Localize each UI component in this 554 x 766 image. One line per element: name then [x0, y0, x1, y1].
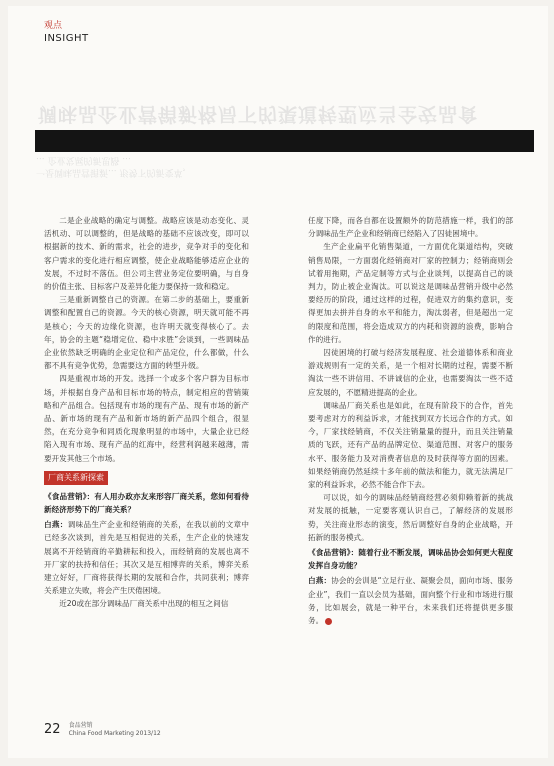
show-through-subtitle: 一是调味品营销新... 形势下的新变革， ... 企业发展的新思路 ...: [36, 155, 192, 177]
footer-magazine-en: China Food Marketing 2013/12: [68, 730, 161, 737]
magazine-page: [8, 6, 548, 758]
answer-speaker: 白燕：: [308, 576, 332, 586]
paragraph: 调味品厂商关系也是如此，在现有阶段下的合作，首先要考虑对方的利益诉求，才能找到双方长远合作的方式。如今，厂家找经销商，不仅关注销量量的提升，而且关注销量质的飞跃，还有产品的品牌定位、渠道范围、对客户的服务水平、服务能力及对消费者信息的及时获得等方面的因素。如果经销商仍然延续十多年前的做法和能力，就无法满足厂家的利益诉求，必然不能合作下去。: [308, 400, 513, 490]
right-column: [308, 214, 513, 627]
interview-answer: [308, 574, 513, 627]
left-column: [44, 214, 249, 611]
paragraph: 囚徒困境的打破与经济发展程度、社会道德体系和商业游戏规则有一定的关系，是一个相对长期的过程，需要不断淘汰一些不讲信用、不讲诚信的企业，也需要淘汰一些不适应发展的，不愿精进提高的企业。: [308, 348, 513, 397]
show-through-title: 调味品企业营销新格局下的渠道转型应当全安品食: [38, 103, 479, 125]
paragraph: 三是重新调整自己的资源。在第二步的基础上，要重新调整和配置自己的资源。今天的核心资源，明天就可能不再是核心；今天的边缘化资源，也许明天就变得核心了。去年，协会的主题“稳增定位、稳中求胜”会谈到，一些调味品企业依然缺乏明确的企业定位和产品定位，什么都做，什么都不具有竞争优势，急需要这方面的转型升级。: [44, 295, 249, 371]
paragraph: 任度下降，而各自都在设置额外的防范措施一样，我们的部分调味品生产企业和经销商已经陷入了囚徒困境中。: [308, 216, 513, 239]
section-tag-en: INSIGHT: [44, 33, 89, 44]
section-tag: [44, 22, 89, 45]
title-band: [35, 130, 534, 152]
section-tag-cn: 观点: [44, 21, 63, 31]
paragraph: 二是企业战略的确定与调整。战略应该是动态变化、灵活机动、可以调整的，但是战略的基础不应该改变，即可以根据新的技术、新的需求，社会的进步，竞争对手的变化和客户需求的变化进行相应调整，使企业战略能够适应企业的发展，不过时不落伍。但公司主营业务定位要明确，与自身的价值主张、目标客户及差异化能力要保持一致和稳定。: [44, 216, 249, 292]
paragraph: 可以说，如今的调味品经销商经营必须仰赖着新的挑战对发展的抵触，一定要客观认识自己，了解经济的发展形势，关注商业形态的演变，然后调整好自身的企业战略，开拓新的服务模式。: [308, 493, 513, 542]
interview-answer: [44, 518, 249, 597]
paragraph: 生产企业扁平化销售渠道，一方面优化渠道结构，突破销售局限，一方面弱化经销商对厂家的控制力；经销商则会试着用拖期，产品定制等方式与企业谈判，以提高自己的谈判力，防止被企业淘汰。可以说这是调味品营销升级中必然要经历的阶段，通过这样的过程，促进双方的集约意识，变得更加去拼并自身的水平和能力，淘汰弱者，但是超出一定的限度和范围，将会造成双方的内耗和资源的浪费，影响合作的进行。: [308, 242, 513, 344]
paragraph: 四是重视市场的开发。选择一个或多个客户群为目标市场，并根据自身产品和目标市场的特点，制定相应的营销策略和产品组合。包括现有市场的现有产品、现有市场的新产品、新市场的现有产品和新市场的新产品四个组合，很显然，在充分竞争和同质化现象明显的市场中，大量企业已经陷入现有市场、现有产品的红海中，经营利润越来越薄，需要开发其他三个市场。: [44, 374, 249, 463]
subsection-heading: 厂商关系新探索: [44, 471, 108, 485]
page-number: 22: [44, 722, 61, 737]
page-footer: [44, 722, 161, 741]
answer-text: 协会的会训是“立足行业、凝聚会员，面向市场、服务企业”，我们一直以会员为基础，面向整个行业和市场进行服务，比如展会，就是一种平台，未来我们还将提供更多服务。: [308, 576, 513, 626]
interview-question: 《食品营销》：有人用办政亦友来形容厂商关系，您如何看待新经济形势下的厂商关系？: [44, 491, 249, 515]
footer-magazine-cn: 食品营销: [68, 722, 93, 729]
end-mark-icon: [325, 618, 332, 625]
interview-question: 《食品营销》：随着行业不断发展，调味品协会如何更大程度发挥自身功能？: [308, 548, 513, 571]
paragraph: 近20或在部分调味品厂商关系中出现的相互之间信: [59, 599, 229, 609]
answer-text: 调味品生产企业和经销商的关系，在我以前的文章中已经多次谈到，首先是互相促进的关系，生产企业的快速发展离不开经销商的辛勤耕耘和投入，而经销商的发展也离不开厂家的扶持和信任；其次又是互相博弈的关系，博弈关系建立好好，厂商将获得长期的发展和合作，共同获利；博弈关系建立失败，将会产生厌倦困境。: [44, 520, 250, 596]
answer-speaker: 白燕：: [44, 520, 68, 530]
footer-publication: [69, 722, 161, 738]
